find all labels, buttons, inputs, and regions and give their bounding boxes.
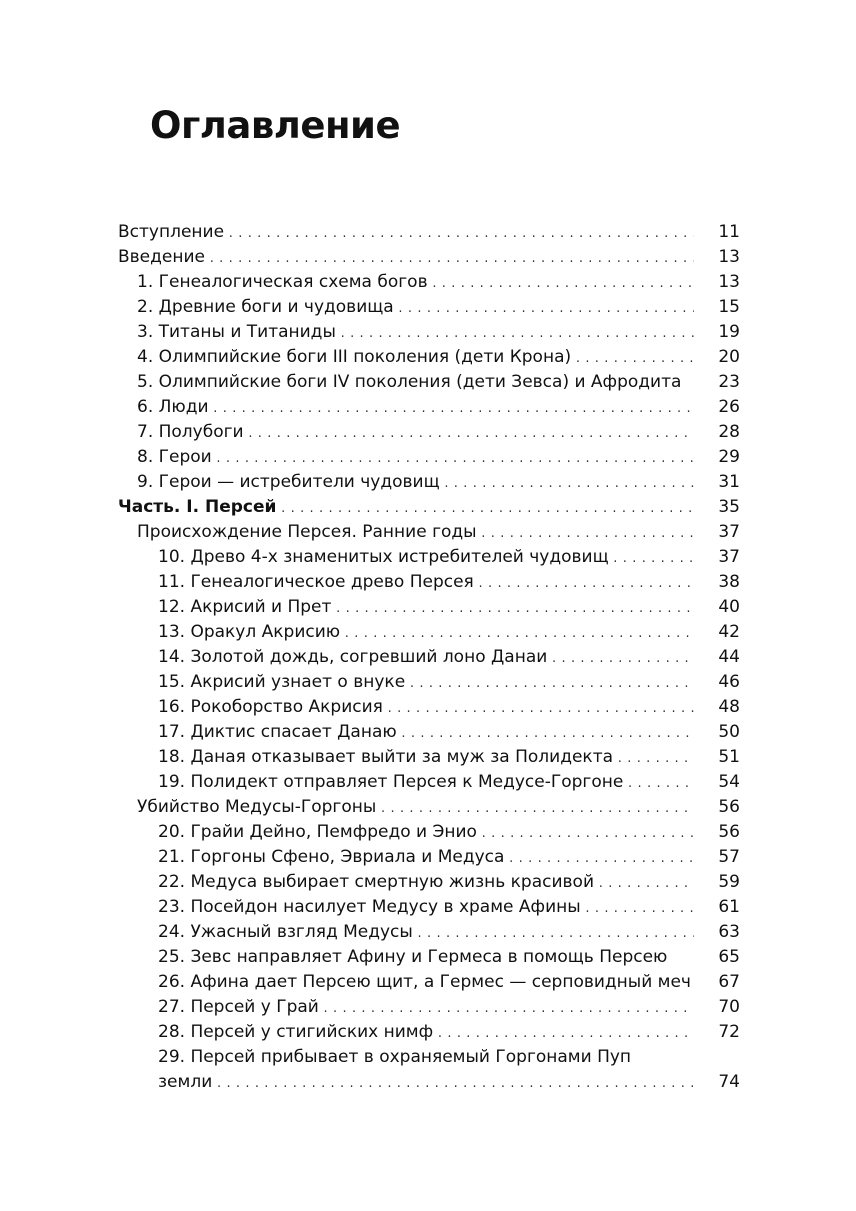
toc-section-entry[interactable] [118,520,740,545]
toc-entry[interactable] [118,895,740,920]
toc-entry-page: 35 [718,497,740,517]
toc-entry-page: 31 [718,472,740,492]
toc-entry-title: 24. Ужасный взгляд Медусы [158,922,413,942]
toc-entry-title: Убийство Медусы-Горгоны [137,797,377,817]
toc-entry[interactable] [118,1020,740,1045]
toc-entry-page: 20 [718,347,740,367]
toc-entry-title: 28. Персей у стигийских нимф [158,1022,434,1042]
toc-entry[interactable] [118,220,740,245]
toc-entry[interactable] [118,770,740,795]
toc-entry[interactable] [118,870,740,895]
toc-entry-page: 65 [718,947,740,967]
toc-entry-page: 26 [718,397,740,417]
toc-entry[interactable] [118,995,740,1020]
toc-entry-page: 54 [718,772,740,792]
toc-entry-page: 72 [718,1022,740,1042]
toc-entry-title: 6. Люди [137,397,209,417]
toc-entry[interactable] [118,595,740,620]
toc-entry[interactable] [118,445,740,470]
toc-entry[interactable] [118,745,740,770]
toc-entry-page: 38 [718,572,740,592]
toc-entry-page: 23 [718,372,740,392]
toc-entry-page: 61 [718,897,740,917]
toc-entry-title: 15. Акрисий узнает о внуке [158,672,406,692]
toc-entry-title: 11. Генеалогическое древо Персея [158,572,474,592]
toc-entry-title: Вступление [118,222,225,242]
toc-entry-title: Введение [118,247,205,267]
toc-entry-page: 50 [718,722,740,742]
toc-entry-page: 70 [718,997,740,1017]
toc-entry-page: 28 [718,422,740,442]
toc-entry[interactable] [118,945,740,970]
toc-entry-page: 46 [718,672,740,692]
toc-entry-title: Происхождение Персея. Ранние годы [137,522,477,542]
toc-entry-page: 29 [718,447,740,467]
toc-entry[interactable] [118,670,740,695]
toc-entry-page: 40 [718,597,740,617]
toc-entry-page: 19 [718,322,740,342]
toc-entry-title: 13. Оракул Акрисию [158,622,341,642]
toc-entry-title: 25. Зевс направляет Афину и Гермеса в помощь Персею [158,947,668,967]
toc-entry[interactable] [118,695,740,720]
toc-entry-title: 9. Герои — истребители чудовищ [137,472,440,492]
toc-entry[interactable] [118,970,740,995]
toc-entry-title: 12. Акрисий и Прет [158,597,332,617]
toc-entry-page: 57 [718,847,740,867]
toc-entry[interactable] [118,420,740,445]
toc-entry[interactable] [118,720,740,745]
toc-entry-page: 56 [718,797,740,817]
toc-entry-title: 20. Грайи Дейно, Пемфредо и Энио [158,822,477,842]
toc-entry-title: 23. Посейдон насилует Медусу в храме Афины [158,897,581,917]
toc-entry-page: 13 [718,272,740,292]
toc-entry[interactable] [118,645,740,670]
toc-entry-page: 42 [718,622,740,642]
toc-entry-title: 8. Герои [137,447,212,467]
toc-entry[interactable] [118,820,740,845]
toc-entry-page: 44 [718,647,740,667]
toc-entry-title: 27. Персей у Грай [158,997,319,1017]
toc-entry-title: 1. Генеалогическая схема богов [137,272,428,292]
toc-entry[interactable] [118,320,740,345]
toc-entry-title: 16. Рокоборство Акрисия [158,697,383,717]
toc-entry-page: 74 [718,1072,740,1092]
toc-entry[interactable] [118,920,740,945]
toc-entry[interactable] [118,1045,740,1070]
toc-section-entry[interactable] [118,795,740,820]
toc-entry-page: 13 [718,247,740,267]
toc-entry-title: 2. Древние боги и чудовища [137,297,394,317]
toc-entry-title: 18. Даная отказывает выйти за муж за Полидекта [158,747,614,767]
toc-entry-title: 17. Диктис спасает Данаю [158,722,397,742]
toc-entry[interactable] [118,845,740,870]
toc-entry-page: 15 [718,297,740,317]
toc-entry-title: 3. Титаны и Титаниды [137,322,336,342]
toc-entry-title: 7. Полубоги [137,422,244,442]
toc-entry-title: земли [158,1072,213,1092]
table-of-contents [118,220,740,1095]
toc-entry-page: 51 [718,747,740,767]
toc-entry-continuation[interactable] [118,1070,740,1095]
toc-entry[interactable] [118,620,740,645]
toc-entry-title: 5. Олимпийские боги IV поколения (дети Зевса) и Афродита [137,372,682,392]
toc-entry-title: 26. Афина дает Персею щит, а Гермес — серповидный меч [158,972,691,992]
toc-entry-title: 4. Олимпийские боги III поколения (дети Крона) [137,347,572,367]
toc-entry[interactable] [118,245,740,270]
toc-entry[interactable] [118,370,740,395]
toc-entry-title: 14. Золотой дождь, согревший лоно Данаи [158,647,548,667]
toc-entry[interactable] [118,545,740,570]
toc-entry-page: 59 [718,872,740,892]
toc-entry-page: 37 [718,547,740,567]
toc-entry-page: 63 [718,922,740,942]
toc-part-entry[interactable] [118,495,740,520]
toc-entry-page: 56 [718,822,740,842]
toc-entry[interactable] [118,570,740,595]
toc-entry-title: 10. Древо 4-х знаменитых истребителей чудовищ [158,547,609,567]
toc-entry[interactable] [118,345,740,370]
toc-entry[interactable] [118,295,740,320]
toc-entry-page: 11 [718,222,740,242]
toc-entry-title: 21. Горгоны Сфено, Эвриала и Медуса [158,847,505,867]
toc-entry[interactable] [118,395,740,420]
page-title: Оглавление [150,104,401,147]
toc-entry-title: 29. Персей прибывает в охраняемый Горгонами Пуп [158,1047,632,1067]
toc-entry-page: 67 [718,972,740,992]
toc-entry-title: Часть. I. Персей [118,497,277,517]
toc-entry[interactable] [118,470,740,495]
toc-entry-page: 37 [718,522,740,542]
toc-entry-title: 19. Полидект отправляет Персея к Медусе-Горгоне [158,772,624,792]
toc-entry-title: 22. Медуса выбирает смертную жизнь красивой [158,872,594,892]
toc-entry-page: 48 [718,697,740,717]
toc-entry[interactable] [118,270,740,295]
